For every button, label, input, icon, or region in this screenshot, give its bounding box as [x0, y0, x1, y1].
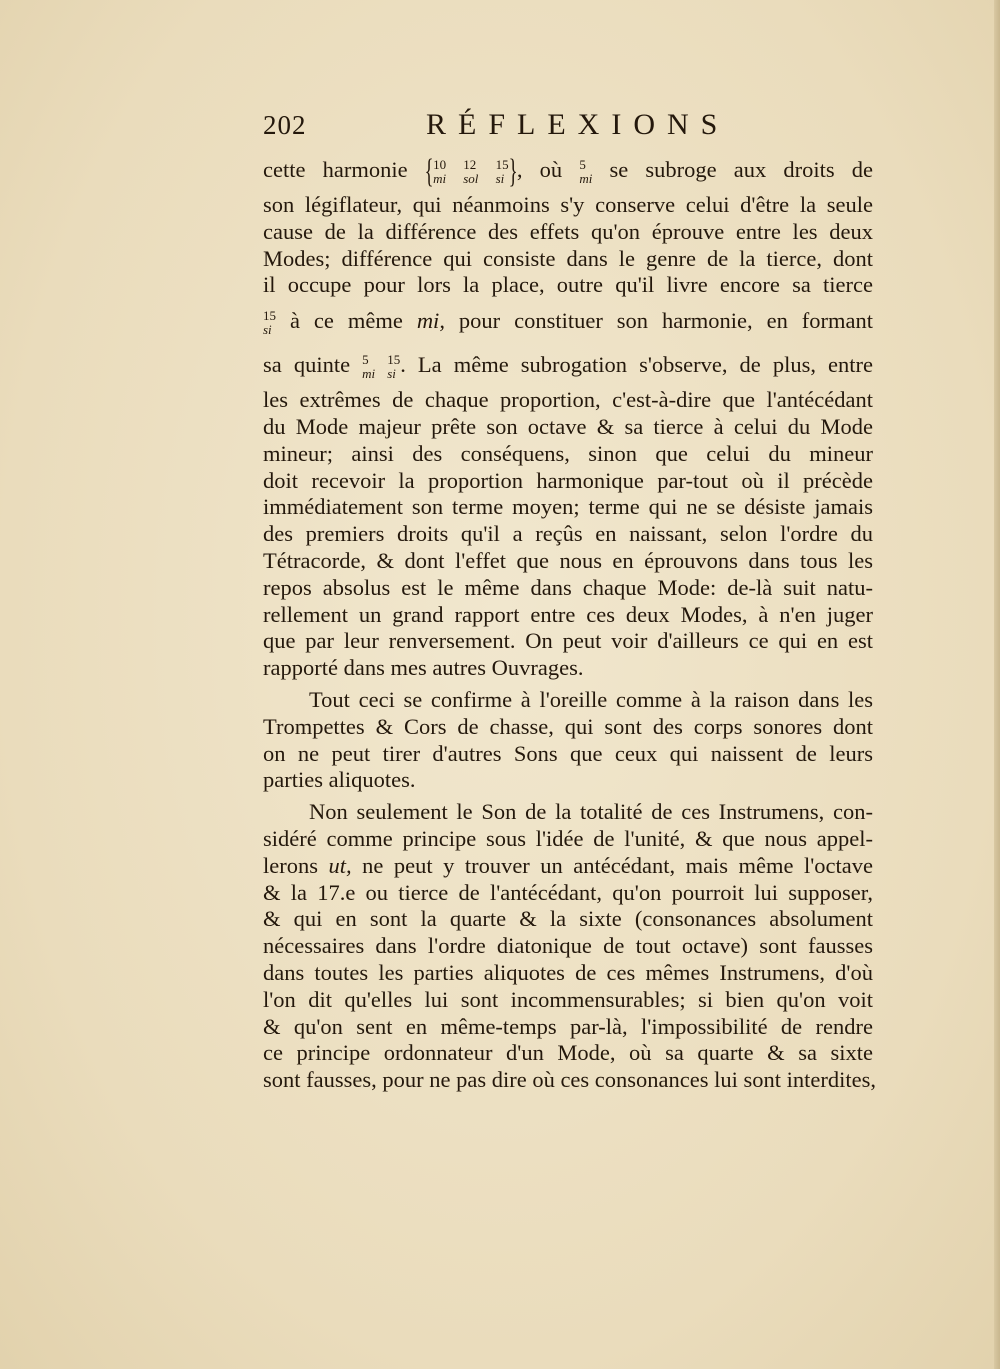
page-header [263, 108, 883, 148]
math-fraction [496, 158, 509, 186]
text-line [263, 853, 873, 880]
body-text [263, 148, 876, 1094]
denominator: mi [433, 170, 447, 186]
text-line: ce principe ordonnateur d'un Mode, où sa quarte & sa sixte [263, 1040, 873, 1066]
text-line [263, 343, 873, 387]
right-brace: } [508, 152, 518, 190]
text-fragment: lerons [263, 852, 318, 878]
text-fragment-italic: mi, [416, 308, 445, 334]
text-fragment: à ce même [289, 308, 403, 334]
text-line: les extrêmes de chaque proportion, c'est-à-dire que l'antécédant [263, 387, 873, 413]
text-line: Tétracorde, & dont l'effet que nous en éprouvons dans tous les [263, 547, 873, 573]
paragraph-first-line: Tout ceci se confirme à l'oreille comme à la raison dans les [309, 686, 873, 712]
text-line: & qui en sont la quarte & la sixte (consonances absolument [263, 906, 873, 932]
text-line: rapporté dans mes autres Ouvrages. [263, 655, 584, 681]
numerator: 5 [362, 352, 369, 368]
text-line: sont fausses, pour ne pas dire où ces consonances lui sont interdites, [263, 1067, 876, 1093]
text-line [263, 148, 873, 192]
denominator: mi [362, 366, 376, 382]
denominator: mi [579, 170, 593, 186]
text-fragment: . La même subrogation s'observe, de plus, entre [400, 352, 874, 378]
math-fraction [362, 353, 375, 381]
text-line: immédiatement son terme moyen; terme qui ne se désiste jamais [263, 494, 873, 520]
text-line [263, 299, 873, 343]
numerator: 15 [387, 352, 401, 368]
text-line: l'on dit qu'elles lui sont incommensurables; si bien qu'on voit [263, 986, 873, 1012]
text-fragment: pour constituer son harmonie, en formant [458, 308, 874, 334]
text-fragment: ne peut y trouver un antécédant, mais même l'octave [362, 852, 874, 878]
text-line: rellement un grand rapport entre ces deux Modes, à n'en juger [263, 601, 873, 627]
denominator: si [387, 366, 396, 382]
numerator: 12 [463, 156, 477, 172]
text-line: sidéré comme principe sous l'idée de l'unité, & que nous appel- [263, 825, 873, 851]
math-fraction [579, 158, 592, 186]
text-line: mineur; ainsi des conséquens, sinon que celui du mineur [263, 440, 873, 466]
text-line: & qu'on sent en même-temps par-là, l'impossibilité de rendre [263, 1013, 873, 1039]
text-line: parties aliquotes. [263, 767, 416, 793]
text-line: & la 17.e ou tierce de l'antécédant, qu'on pourroit lui supposer, [263, 879, 873, 905]
text-line: du Mode majeur prête son octave & sa tierce à celui du Mode [263, 413, 873, 439]
running-head: RÉFLEXIONS [426, 108, 730, 141]
math-fraction [263, 309, 276, 337]
text-fragment-italic: ut, [328, 852, 352, 878]
text-line: des premiers droits qu'il a reçûs en naissant, selon l'ordre du [263, 521, 873, 547]
text-line: on ne peut tirer d'autres Sons que ceux qui naissent de leurs [263, 740, 873, 766]
numerator: 5 [579, 156, 586, 172]
paragraph-first-line: Non seulement le Son de la totalité de ces Instrumens, con- [309, 799, 873, 825]
numerator: 15 [263, 308, 276, 324]
text-line: son légiflateur, qui néanmoins s'y conserve celui d'être la seule [263, 192, 873, 217]
math-fraction [387, 353, 400, 381]
text-line: Trompettes & Cors de chasse, qui sont des corps sonores dont [263, 713, 873, 739]
text-fragment: sa quinte [263, 352, 351, 378]
math-fraction [433, 158, 446, 186]
text-line: Modes; différence qui consiste dans le genre de la tierce, dont [263, 245, 873, 271]
page-number: 202 [263, 110, 307, 140]
numerator: 10 [433, 156, 447, 172]
text-fragment: , où [516, 157, 563, 182]
math-fraction [463, 158, 478, 186]
text-line: repos absolus est le même dans chaque Mode: de-là suit natu- [263, 574, 873, 600]
left-brace: { [424, 152, 434, 190]
denominator: si [263, 322, 272, 338]
text-line: il occupe pour lors la place, outre qu'il livre encore sa tierce [263, 272, 873, 298]
text-fragment: se subroge aux droits de [609, 157, 874, 182]
numerator: 15 [495, 156, 509, 172]
text-line: que par leur renversement. On peut voir d'ailleurs ce qui en est [263, 628, 873, 654]
denominator: sol [463, 170, 479, 186]
page-edge [994, 0, 1000, 1369]
text-line: doit recevoir la proportion harmonique par-tout où il précède [263, 467, 873, 493]
denominator: si [495, 170, 505, 186]
text-line: dans toutes les parties aliquotes de ces mêmes Instrumens, d'où [263, 959, 873, 985]
text-fragment: cette harmonie [263, 157, 408, 182]
text-line: nécessaires dans l'ordre diatonique de tout octave) sont fausses [263, 933, 873, 959]
text-line: cause de la différence des effets qu'on éprouve entre les deux [263, 218, 873, 244]
